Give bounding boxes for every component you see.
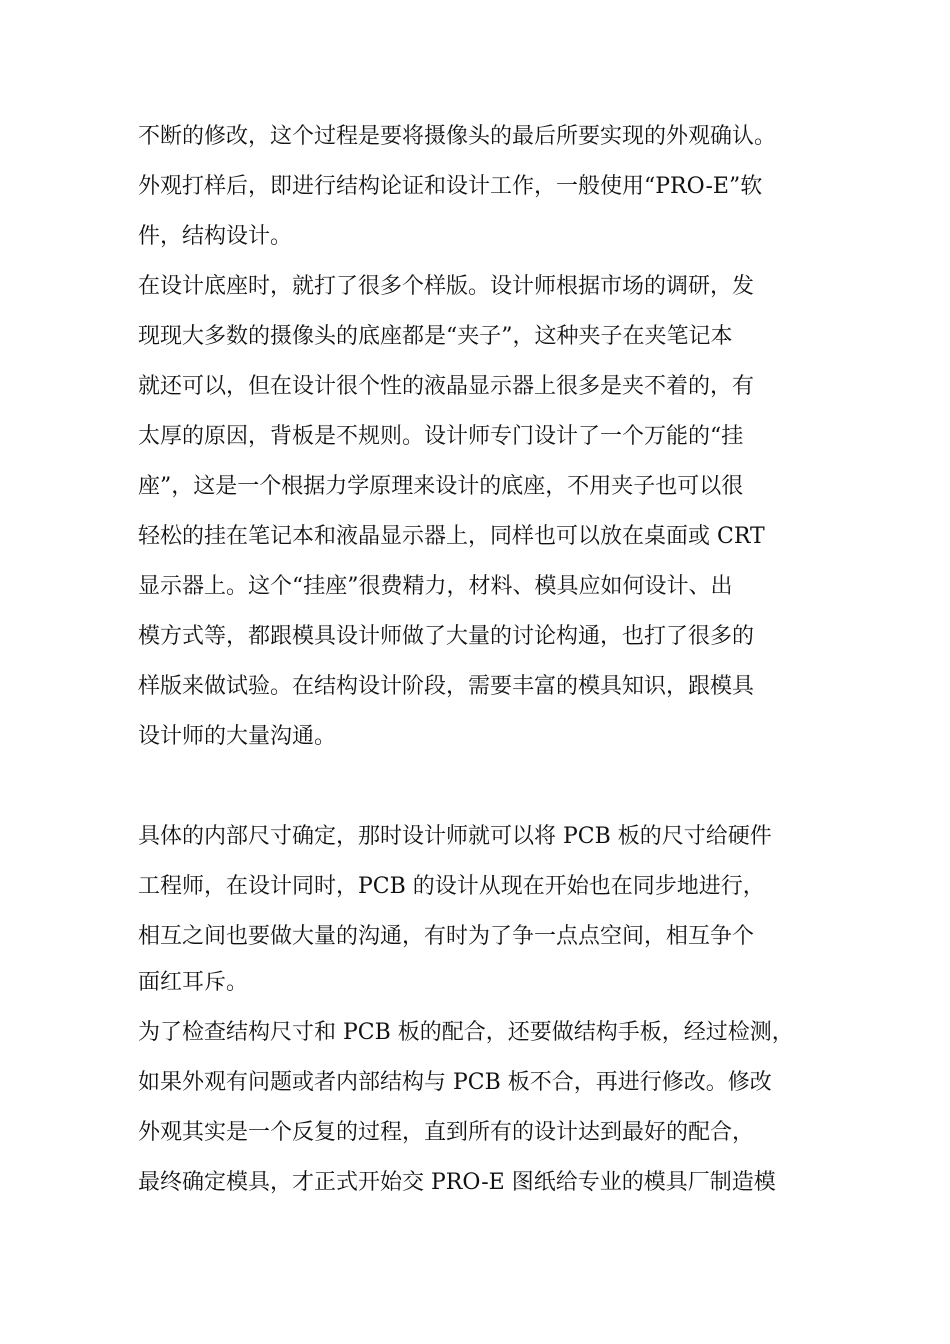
text-line: 不断的修改，这个过程是要将摄像头的最后所要实现的外观确认。 [138, 124, 777, 149]
text-line: 为了检查结构尺寸和 PCB 板的配合，还要做结构手板，经过检测， [138, 1020, 794, 1045]
text-line: 座”，这是一个根据力学原理来设计的底座，不用夹子也可以很 [138, 474, 744, 499]
text-line: 在设计底座时，就打了很多个样版。设计师根据市场的调研，发 [138, 274, 755, 299]
text-line: 具体的内部尺寸确定，那时设计师就可以将 PCB 板的尺寸给硬件 [138, 824, 772, 849]
text-line: 最终确定模具，才正式开始交 PRO-E 图纸给专业的模具厂制造模 [138, 1170, 776, 1195]
text-line: 外观打样后，即进行结构论证和设计工作，一般使用“PRO-E”软 [138, 174, 763, 199]
text-line: 显示器上。这个“挂座”很费精力，材料、模具应如何设计、出 [138, 574, 733, 599]
text-line: 现现大多数的摄像头的底座都是“夹子”，这种夹子在夹笔记本 [138, 324, 733, 349]
text-line: 样版来做试验。在结构设计阶段，需要丰富的模具知识，跟模具 [138, 674, 755, 699]
text-line: 如果外观有问题或者内部结构与 PCB 板不合，再进行修改。修改 [138, 1070, 772, 1095]
text-line: 太厚的原因，背板是不规则。设计师专门设计了一个万能的“挂 [138, 424, 744, 449]
text-line: 设计师的大量沟通。 [138, 724, 337, 749]
text-line: 相互之间也要做大量的沟通，有时为了争一点点空间，相互争个 [138, 924, 755, 949]
text-line: 面红耳斥。 [138, 970, 249, 995]
text-line: 件，结构设计。 [138, 224, 293, 249]
text-line: 模方式等，都跟模具设计师做了大量的讨论构通，也打了很多的 [138, 624, 755, 649]
text-line: 轻松的挂在笔记本和液晶显示器上，同样也可以放在桌面或 CRT [138, 524, 765, 549]
text-line: 工程师，在设计同时，PCB 的设计从现在开始也在同步地进行， [138, 874, 765, 899]
text-line: 外观其实是一个反复的过程，直到所有的设计达到最好的配合， [138, 1120, 755, 1145]
text-line: 就还可以，但在设计很个性的液晶显示器上很多是夹不着的，有 [138, 374, 755, 399]
